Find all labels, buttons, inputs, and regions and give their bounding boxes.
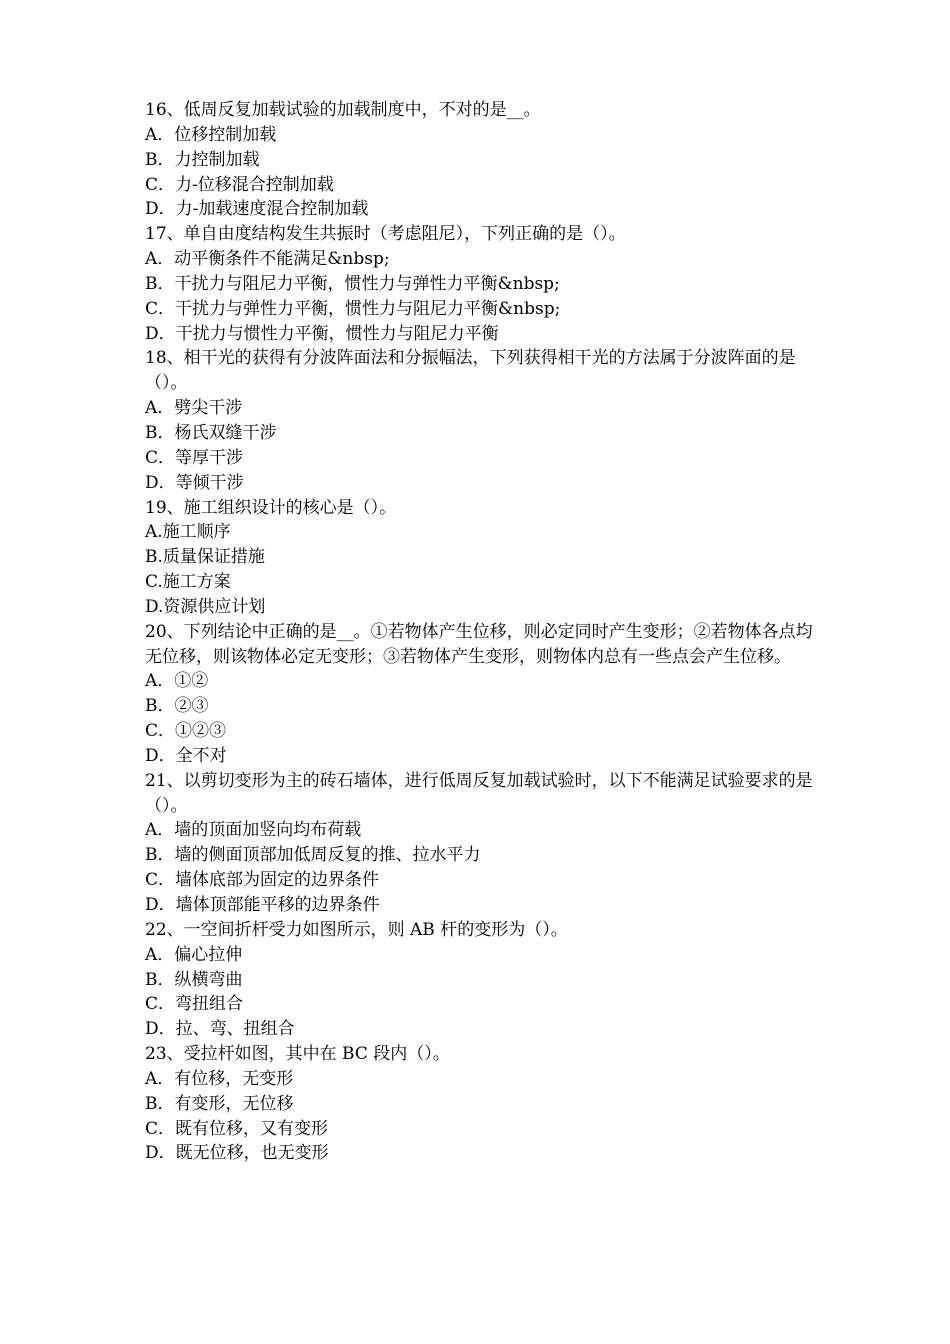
option-a: A.施工顺序 (145, 522, 231, 543)
option-c: C．干扰力与弹性力平衡，惯性力与阻尼力平衡&nbsp; (145, 298, 561, 319)
option-b: B．墙的侧面顶部加低周反复的推、拉水平力 (145, 845, 481, 866)
option-b: B.质量保证措施 (145, 547, 265, 568)
option-d: D．力-加载速度混合控制加载 (145, 199, 369, 220)
option-a: A．劈尖干涉 (145, 398, 243, 419)
option-d: D．等倾干涉 (145, 472, 244, 493)
question-text: 17、单自由度结构发生共振时（考虑阻尼），下列正确的是（）。 (145, 224, 626, 245)
option-b: B．干扰力与阻尼力平衡，惯性力与弹性力平衡&nbsp; (145, 273, 560, 294)
option-a: A．墙的顶面加竖向均布荷载 (145, 820, 362, 841)
question-20 (145, 620, 817, 769)
question-text: 18、相干光的获得有分波阵面法和分振幅法，下列获得相干光的方法属于分波阵面的是（）。 (145, 348, 796, 394)
option-b: B．力控制加载 (145, 149, 260, 170)
question-22 (145, 918, 817, 1042)
option-c: C．①②③ (145, 721, 227, 742)
question-17 (145, 222, 817, 346)
option-d: D．墙体顶部能平移的边界条件 (145, 895, 380, 915)
question-16 (145, 98, 817, 222)
question-18 (145, 346, 817, 495)
option-d: D．拉、弯、扭组合 (145, 1019, 295, 1040)
option-c: C.施工方案 (145, 572, 231, 593)
option-a: A．有位移，无变形 (145, 1068, 294, 1089)
question-23 (145, 1042, 817, 1166)
question-21 (145, 769, 817, 918)
option-b: B．纵横弯曲 (145, 969, 243, 990)
option-a: A．①② (145, 671, 209, 692)
question-19 (145, 496, 817, 620)
option-b: B．②③ (145, 696, 209, 717)
option-d: D．全不对 (145, 745, 227, 766)
option-d: D．既无位移，也无变形 (145, 1143, 329, 1164)
question-text: 20、下列结论中正确的是__。①若物体产生位移，则必定同时产生变形；②若物体各点均无位移，则该物体必定无变形；③若物体产生变形，则物体内总有一些点会产生位移。 (145, 621, 813, 667)
option-c: C．等厚干涉 (145, 447, 244, 468)
option-c: C．墙体底部为固定的边界条件 (145, 870, 380, 891)
option-a: A．偏心拉伸 (145, 944, 243, 965)
option-d: D．干扰力与惯性力平衡，惯性力与阻尼力平衡 (145, 323, 499, 344)
question-text: 19、施工组织设计的核心是（）。 (145, 497, 397, 518)
option-b: B．杨氏双缝干涉 (145, 422, 277, 443)
document-page (145, 98, 817, 1166)
question-text: 16、低周反复加载试验的加载制度中，不对的是__。 (145, 100, 541, 120)
question-text: 23、受拉杆如图，其中在 BC 段内（）。 (145, 1044, 450, 1065)
option-c: C．弯扭组合 (145, 994, 244, 1015)
option-b: B．有变形，无位移 (145, 1093, 294, 1114)
option-a: A．位移控制加载 (145, 124, 277, 145)
option-c: C．力-位移混合控制加载 (145, 174, 334, 195)
option-d: D.资源供应计划 (145, 596, 266, 617)
option-c: C．既有位移，又有变形 (145, 1118, 329, 1139)
question-text: 21、以剪切变形为主的砖石墙体，进行低周反复加载试验时，以下不能满足试验要求的是（）。 (145, 770, 813, 816)
option-a: A．动平衡条件不能满足&nbsp; (145, 249, 390, 270)
question-text: 22、一空间折杆受力如图所示，则 AB 杆的变形为（）。 (145, 919, 568, 940)
